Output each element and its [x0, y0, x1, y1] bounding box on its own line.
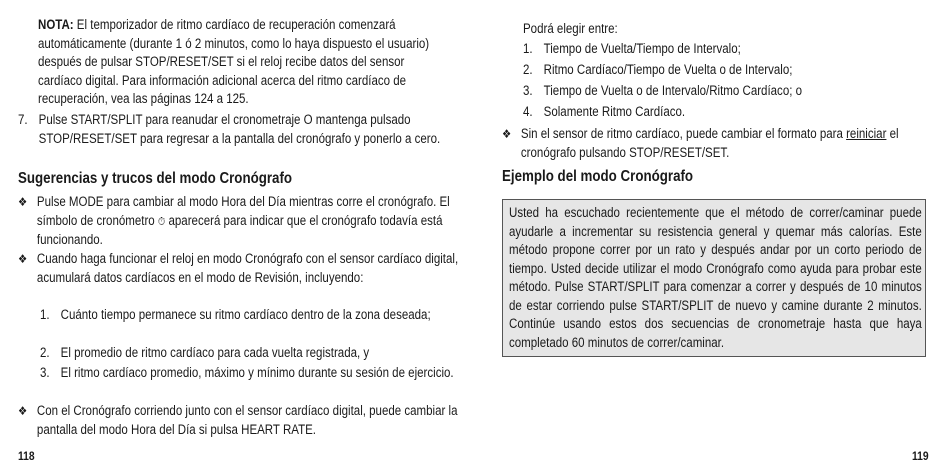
step-7-text: Pulse START/SPLIT para reanudar el cronometraje O mantenga pulsado STOP/RESET/SET para regresar a la pantalla del cronógrafo y ponerlo a cero. — [38, 112, 441, 146]
format-bullet — [502, 125, 928, 162]
sublist-item-2: 2. El promedio de ritmo cardíaco para cada vuelta registrada, y — [40, 345, 370, 360]
right-page — [475, 0, 950, 466]
page-number-left: 118 — [18, 449, 35, 463]
tips-heading: Sugerencias y trucos del modo Cronógrafo — [18, 170, 293, 187]
reiniciar-term: reiniciar — [846, 126, 887, 141]
example-heading: Ejemplo del modo Cronógrafo — [502, 168, 694, 185]
tip-bullet-3 — [18, 402, 465, 439]
choice-3: 3. Tiempo de Vuelta o de Intervalo/Ritmo Cardíaco; o — [523, 83, 803, 98]
step-7-number: 7. — [18, 112, 28, 127]
diamond-bullet-icon: ❖ — [18, 195, 28, 209]
diamond-bullet-icon: ❖ — [18, 252, 28, 266]
diamond-bullet-icon: ❖ — [502, 127, 512, 141]
example-text: Usted ha escuchado recientemente que el método de correr/caminar puede ayudarle a incrementar su resistencia general y quemar más calorías. Este método propone correr por un rato y después andar por un corto periodo de tiempo. Usted decide utilizar el modo Cronógrafo como ayuda para probar este método. Pulse START/SPLIT para comenzar a correr y después de 10 minutos de estar corriendo pulse START/SPLIT de nuevo y camine durante 2 minutos. Continúe usando estos dos secuencias de cronometraje hasta que haya completado 60 minutos de correr/caminar. — [509, 205, 922, 350]
choice-1: 1. Tiempo de Vuelta/Tiempo de Intervalo; — [523, 41, 741, 56]
tip-bullet-2 — [18, 250, 465, 287]
page-number-right: 119 — [912, 449, 929, 463]
tip-bullet-3-text: Con el Cronógrafo corriendo junto con el sensor cardíaco digital, puede cambiar la pantalla del modo Hora del Día si pulsa HEART RATE. — [36, 403, 458, 437]
example-box — [502, 199, 926, 357]
tip-bullet-1-text: Pulse MODE para cambiar al modo Hora del Día mientras corre el cronógrafo. El símbolo de cronómetro ⏱ aparecerá para indicar que el cronógrafo todavía está funcionando. — [36, 194, 450, 247]
note-text: El temporizador de ritmo cardíaco de recuperación comenzará automáticamente (durante 1 ó 2 minutos, como lo haya dispuesto el usuario) después de pulsar STOP/RESET/SET si el reloj recibe datos del sensor cardíaco digital. Para información adicional acerca del ritmo cardíaco de recuperación, vea las páginas 124 a 125. — [38, 17, 430, 106]
sublist-item-1: 1. Cuánto tiempo permanece su ritmo cardíaco dentro de la zona deseada; — [40, 307, 431, 322]
tip-bullet-1 — [18, 193, 465, 250]
choices-intro: Podrá elegir entre: — [523, 21, 618, 36]
step-7 — [18, 111, 465, 148]
stopwatch-icon: ⏱ — [157, 214, 166, 228]
sublist-item-3: 3. El ritmo cardíaco promedio, máximo y mínimo durante su sesión de ejercicio. — [40, 365, 454, 380]
note-label: NOTA: — [38, 17, 74, 32]
note-paragraph — [38, 16, 442, 109]
choice-2: 2. Ritmo Cardíaco/Tiempo de Vuelta o de Intervalo; — [523, 62, 793, 77]
choice-4: 4. Solamente Ritmo Cardíaco. — [523, 104, 686, 119]
diamond-bullet-icon: ❖ — [18, 404, 28, 418]
tip-bullet-2-text: Cuando haga funcionar el reloj en modo Cronógrafo con el sensor cardíaco digital, acumulará datos cardíacos en el modo de Revisión, incluyendo: — [36, 251, 459, 285]
format-bullet-text: Sin el sensor de ritmo cardíaco, puede cambiar el formato para reiniciar el cronógrafo pulsando STOP/RESET/SET. — [520, 126, 899, 160]
